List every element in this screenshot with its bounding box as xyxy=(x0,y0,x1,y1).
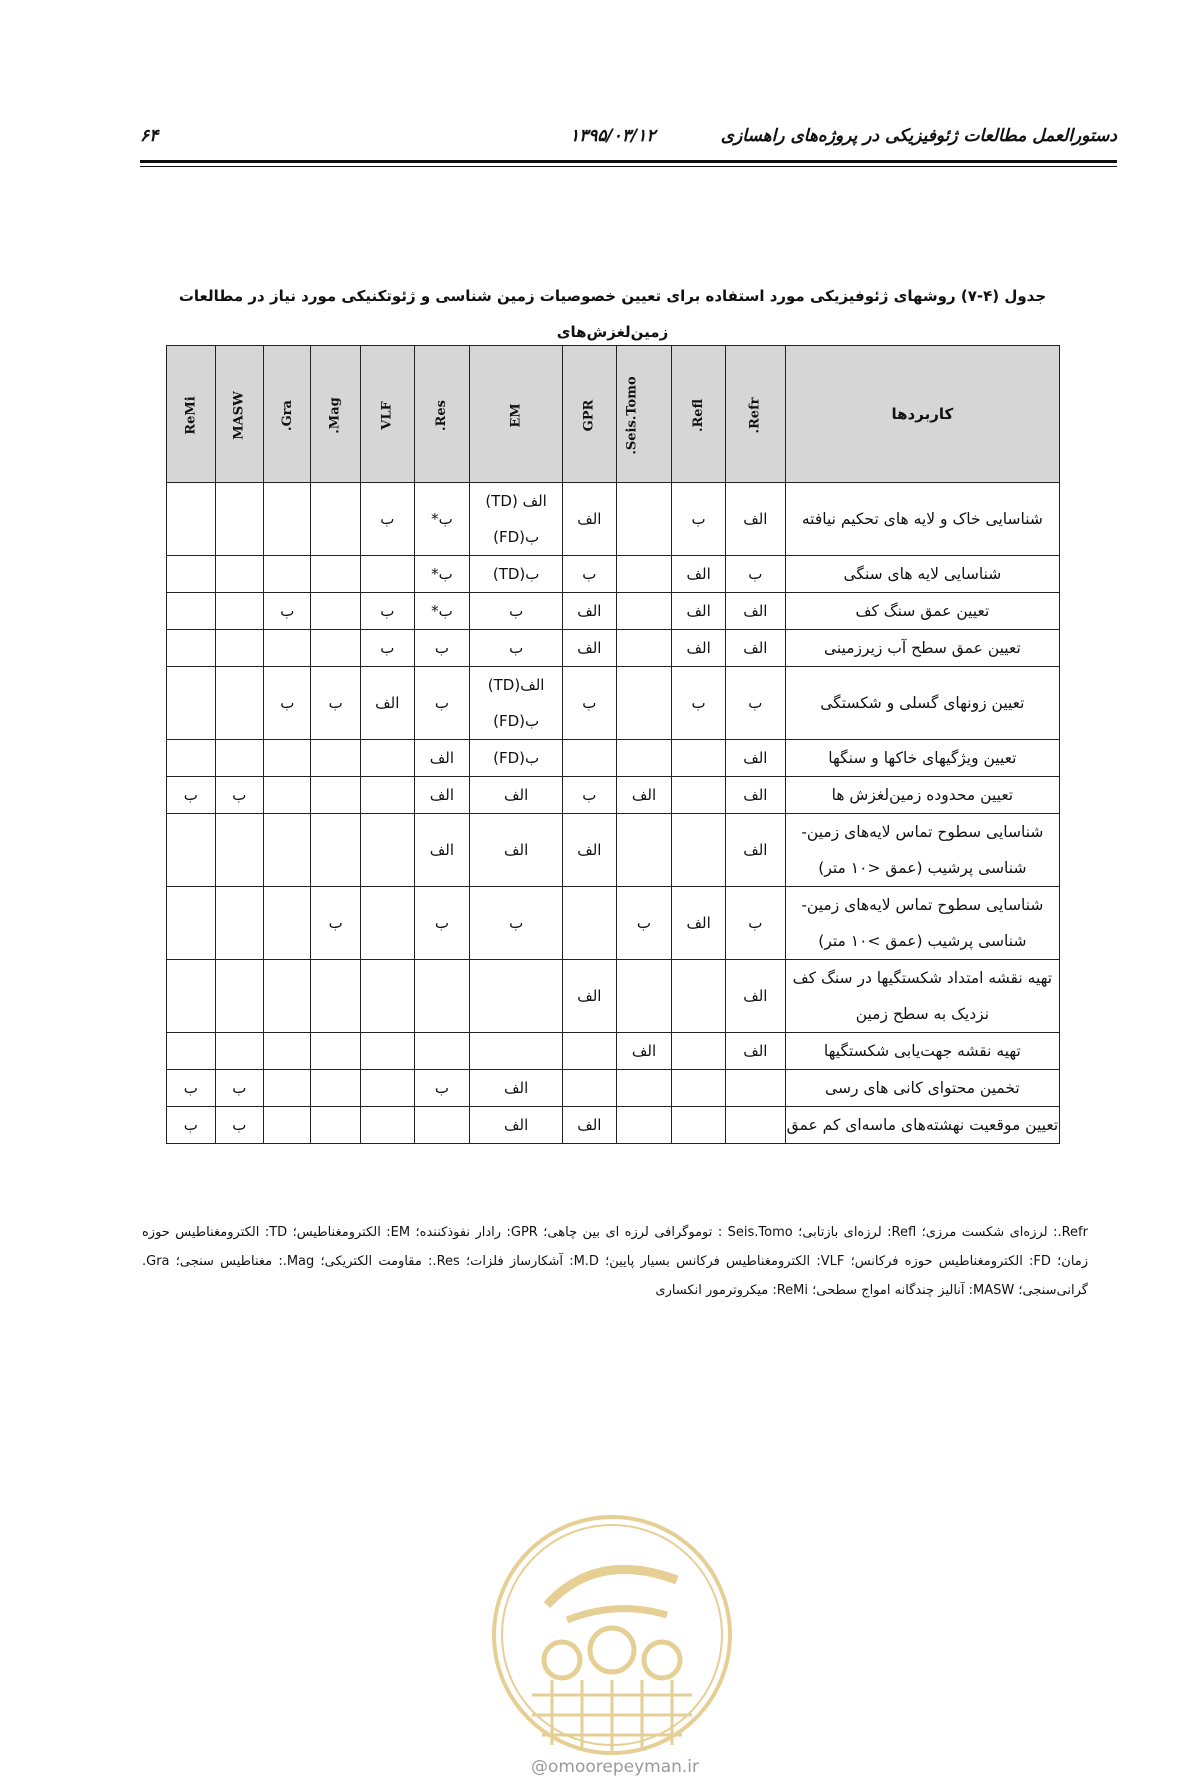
rating-cell xyxy=(672,777,726,814)
rating-cell: ب xyxy=(414,887,470,960)
rating-cell xyxy=(563,740,617,777)
rating-cell xyxy=(264,556,311,593)
rating-cell xyxy=(470,667,563,740)
rating-cell: ب xyxy=(264,667,311,740)
rating-cell xyxy=(215,667,263,740)
rating-cell xyxy=(672,1107,726,1144)
rating-cell: الف xyxy=(470,1107,563,1144)
rating-cell xyxy=(167,1033,216,1070)
rating-cell: الف xyxy=(616,1033,672,1070)
rating-cell: ب xyxy=(563,777,617,814)
table-row xyxy=(167,1033,1060,1070)
rating-cell xyxy=(167,740,216,777)
rating-cell xyxy=(672,960,726,1033)
rating-cell: ب xyxy=(470,887,563,960)
rating-cell xyxy=(215,556,263,593)
method-label: ReMi xyxy=(183,396,199,435)
application-cell: شناسایی سطوح تماس لایه‌های زمین-شناسی پرشیب (عمق <۱۰ متر) xyxy=(785,814,1059,887)
rating-cell xyxy=(616,1107,672,1144)
table-row xyxy=(167,667,1060,740)
rating-cell xyxy=(672,740,726,777)
rating-cell xyxy=(360,887,414,960)
rating-cell xyxy=(215,960,263,1033)
rating-cell xyxy=(311,777,360,814)
rating-cell xyxy=(616,960,672,1033)
method-label: VLF xyxy=(379,401,395,430)
rating-cell: ب xyxy=(672,667,726,740)
table-row xyxy=(167,556,1060,593)
application-cell: شناسایی سطوح تماس لایه‌های زمین-شناسی پرشیب (عمق >۱۰ متر) xyxy=(785,887,1059,960)
rating-cell xyxy=(672,1070,726,1107)
rating-cell: الف xyxy=(563,630,617,667)
abbreviations-footnote: Refr.: لرزه‌ای شکست مرزی؛ Refl: لرزه‌ای بازتابی؛ Seis.Tomo : توموگرافی لرزه ای بین چاهی؛ GPR: رادار نفوذکننده؛ EM: الکترومغناطیس؛ TD: الکترومغناطیس حوزه زمان؛ FD: الکترومغناطیس حوزه فرکانس؛ VLF: الکترومغناطیس فرکانس بسیار پایین؛ M.D: آشکارساز فلزات؛ Res.: مقاومت الکتریکی؛ Mag.: مغناطیس سنجی؛ Gra. گرانی‌سنجی؛ MASW: آنالیز چندگانه امواج سطحی؛ ReMi: میکروترمور انکساری xyxy=(142,1225,1089,1298)
rating-cell: ب xyxy=(725,556,785,593)
rating-cell xyxy=(360,960,414,1033)
rating-cell xyxy=(616,740,672,777)
header-rule-thick xyxy=(140,160,1117,163)
rating-cell xyxy=(725,1107,785,1144)
rating-cell xyxy=(215,740,263,777)
rating-cell: ب* xyxy=(414,556,470,593)
page-header xyxy=(140,126,1117,156)
rating-cell: ب xyxy=(167,777,216,814)
rating-cell xyxy=(215,887,263,960)
methods-table xyxy=(166,345,1060,1144)
rating-cell xyxy=(311,556,360,593)
rating-cell: الف xyxy=(563,483,617,556)
rating-cell xyxy=(311,483,360,556)
rating-cell xyxy=(215,1033,263,1070)
caption-line-1: جدول (۴-۷) روشهای ژئوفیزیکی مورد استفاده برای تعیین خصوصیات زمین شناسی و ژئوتکنیکی مورد نیاز در مطالعات زمین‌لغزش‌های xyxy=(178,287,1047,341)
rating-cell: ب(FD) xyxy=(470,740,563,777)
table-row xyxy=(167,814,1060,887)
table-row xyxy=(167,960,1060,1033)
rating-cell xyxy=(414,1107,470,1144)
rating-cell: الف xyxy=(470,1070,563,1107)
rating-cell: الف xyxy=(725,483,785,556)
rating-cell xyxy=(264,1070,311,1107)
header-method xyxy=(725,346,785,483)
rating-cell xyxy=(725,1070,785,1107)
rating-cell xyxy=(215,630,263,667)
rating-cell: ب xyxy=(672,483,726,556)
rating-cell xyxy=(215,814,263,887)
rating-cell: ب xyxy=(360,593,414,630)
rating-cell xyxy=(360,1070,414,1107)
rating-cell: ب* xyxy=(414,593,470,630)
rating-cell: الف xyxy=(563,814,617,887)
rating-cell xyxy=(616,630,672,667)
rating-cell: الف xyxy=(616,777,672,814)
page-number: ۶۴ xyxy=(140,126,159,146)
rating-cell xyxy=(167,667,216,740)
rating-cell xyxy=(264,887,311,960)
method-label: GPR xyxy=(581,399,597,432)
application-cell: تهیه نقشه جهت‌یابی شکستگیها xyxy=(785,1033,1059,1070)
rating-cell: الف xyxy=(414,814,470,887)
header-method xyxy=(414,346,470,483)
table-row xyxy=(167,740,1060,777)
header-title: دستورالعمل مطالعات ژئوفیزیکی در پروژه‌های راهسازی xyxy=(720,126,1117,146)
rating-cell: الف xyxy=(672,593,726,630)
rating-cell xyxy=(360,777,414,814)
rating-cell: الف xyxy=(563,593,617,630)
rating-cell xyxy=(563,1070,617,1107)
header-method xyxy=(360,346,414,483)
rating-cell xyxy=(167,630,216,667)
application-cell: تعیین موقعیت نهشته‌های ماسه‌ای کم عمق xyxy=(785,1107,1059,1144)
rating-cell xyxy=(616,483,672,556)
rating-cell: الف xyxy=(470,777,563,814)
rating-cell xyxy=(414,1033,470,1070)
rating-cell: الف xyxy=(414,740,470,777)
rating-cell xyxy=(215,483,263,556)
method-label: Mag. xyxy=(328,397,344,434)
table-row xyxy=(167,1107,1060,1144)
rating-cell: الف xyxy=(725,1033,785,1070)
rating-cell: الف xyxy=(470,814,563,887)
rating-cell xyxy=(616,814,672,887)
application-cell: تهیه نقشه امتداد شکستگیها در سنگ کف نزدیک به سطح زمین xyxy=(785,960,1059,1033)
rating-cell xyxy=(167,887,216,960)
rating-cell xyxy=(616,1070,672,1107)
rating-cell xyxy=(264,777,311,814)
rating-cell xyxy=(360,1033,414,1070)
rating-cell: الف xyxy=(360,667,414,740)
method-label: Seis.Tomo. xyxy=(624,376,640,455)
rating-cell: ب xyxy=(360,630,414,667)
rating-cell xyxy=(360,556,414,593)
rating-cell xyxy=(616,556,672,593)
rating-cell: ب xyxy=(563,667,617,740)
rating-cell: الف xyxy=(414,777,470,814)
table-row xyxy=(167,777,1060,814)
rating-cell xyxy=(360,1107,414,1144)
rating-cell xyxy=(360,740,414,777)
rating-cell: الف xyxy=(672,556,726,593)
rating-cell xyxy=(616,667,672,740)
watermark-url: @omoorepeyman.ir xyxy=(530,1757,700,1777)
rating-cell xyxy=(311,1033,360,1070)
table-row xyxy=(167,887,1060,960)
rating-cell xyxy=(264,630,311,667)
table-row xyxy=(167,630,1060,667)
rating-cell xyxy=(264,740,311,777)
rating-cell xyxy=(311,630,360,667)
rating-cell xyxy=(167,483,216,556)
rating-cell xyxy=(311,814,360,887)
header-method xyxy=(264,346,311,483)
rating-line: الف (TD) xyxy=(485,492,547,510)
rating-cell xyxy=(470,1033,563,1070)
table-row xyxy=(167,1070,1060,1107)
rating-cell xyxy=(167,593,216,630)
rating-cell: الف xyxy=(725,630,785,667)
rating-cell: ب xyxy=(725,887,785,960)
rating-cell xyxy=(311,593,360,630)
rating-cell xyxy=(414,960,470,1033)
rating-cell: ب xyxy=(215,1107,263,1144)
application-cell: تعیین ویژگیهای خاکها و سنگها xyxy=(785,740,1059,777)
rating-cell: ب xyxy=(725,667,785,740)
method-label: Gra. xyxy=(279,400,295,431)
rating-cell xyxy=(167,960,216,1033)
header-method xyxy=(215,346,263,483)
rating-cell: ب xyxy=(414,630,470,667)
application-cell: تعیین عمق سنگ کف xyxy=(785,593,1059,630)
rating-cell xyxy=(616,593,672,630)
rating-cell xyxy=(563,887,617,960)
rating-cell: الف xyxy=(725,814,785,887)
header-method xyxy=(672,346,726,483)
rating-cell: الف xyxy=(725,777,785,814)
rating-cell: ب xyxy=(470,630,563,667)
rating-cell xyxy=(470,483,563,556)
rating-cell xyxy=(311,960,360,1033)
rating-cell: الف xyxy=(725,740,785,777)
rating-cell: الف xyxy=(672,630,726,667)
rating-line: ب(FD) xyxy=(493,528,540,546)
rating-cell: ب* xyxy=(414,483,470,556)
rating-cell: ب xyxy=(616,887,672,960)
application-cell: شناسایی لایه های سنگی xyxy=(785,556,1059,593)
method-label: Refr. xyxy=(747,397,763,434)
rating-cell xyxy=(167,814,216,887)
rating-cell xyxy=(264,1107,311,1144)
method-label: Res. xyxy=(434,400,450,431)
rating-cell: ب(TD) xyxy=(470,556,563,593)
rating-cell: ب xyxy=(264,593,311,630)
application-cell: تعیین عمق سطح آب زیرزمینی xyxy=(785,630,1059,667)
rating-cell: ب xyxy=(563,556,617,593)
rating-cell: ب xyxy=(414,1070,470,1107)
rating-cell xyxy=(264,1033,311,1070)
header-date: ۱۳۹۵/۰۳/۱۲ xyxy=(570,126,656,146)
rating-cell xyxy=(311,1107,360,1144)
rating-cell xyxy=(360,814,414,887)
table-header-row xyxy=(167,346,1060,483)
method-label: EM xyxy=(508,403,524,428)
rating-cell: ب xyxy=(414,667,470,740)
table-body xyxy=(167,483,1060,1144)
application-cell: تعیین محدوده زمین‌لغزش ها xyxy=(785,777,1059,814)
rating-cell xyxy=(264,483,311,556)
rating-cell: الف xyxy=(563,1107,617,1144)
rating-cell: الف xyxy=(725,593,785,630)
rating-cell xyxy=(264,814,311,887)
watermark-logo xyxy=(487,1510,737,1760)
rating-cell: الف xyxy=(672,887,726,960)
rating-cell: ب xyxy=(167,1070,216,1107)
rating-cell: ب xyxy=(311,667,360,740)
method-label: Refl. xyxy=(691,398,707,433)
table-row xyxy=(167,593,1060,630)
rating-cell xyxy=(215,593,263,630)
application-cell: تخمین محتوای کانی های رسی xyxy=(785,1070,1059,1107)
header-method xyxy=(616,346,672,483)
rating-cell xyxy=(311,740,360,777)
rating-cell xyxy=(311,1070,360,1107)
rating-cell xyxy=(563,1033,617,1070)
rating-cell xyxy=(167,556,216,593)
rating-cell: ب xyxy=(215,777,263,814)
rating-cell: ب xyxy=(470,593,563,630)
header-rule-thin xyxy=(140,166,1117,167)
rating-cell: ب xyxy=(167,1107,216,1144)
header-applications: کاربردها xyxy=(785,346,1059,483)
rating-cell xyxy=(672,814,726,887)
table-row xyxy=(167,483,1060,556)
rating-cell xyxy=(470,960,563,1033)
header-method xyxy=(470,346,563,483)
method-label: MASW xyxy=(231,391,247,440)
header-method xyxy=(311,346,360,483)
rating-line: ب(FD) xyxy=(493,712,540,730)
rating-cell: الف xyxy=(563,960,617,1033)
rating-line: الف(TD) xyxy=(487,676,545,694)
rating-cell xyxy=(672,1033,726,1070)
rating-cell: الف xyxy=(725,960,785,1033)
application-cell: تعیین زونهای گسلی و شکستگی xyxy=(785,667,1059,740)
rating-cell: ب xyxy=(360,483,414,556)
rating-cell xyxy=(264,960,311,1033)
application-cell: شناسایی خاک و لایه های تحکیم نیافته xyxy=(785,483,1059,556)
rating-cell: ب xyxy=(215,1070,263,1107)
rating-cell: ب xyxy=(311,887,360,960)
header-method xyxy=(167,346,216,483)
